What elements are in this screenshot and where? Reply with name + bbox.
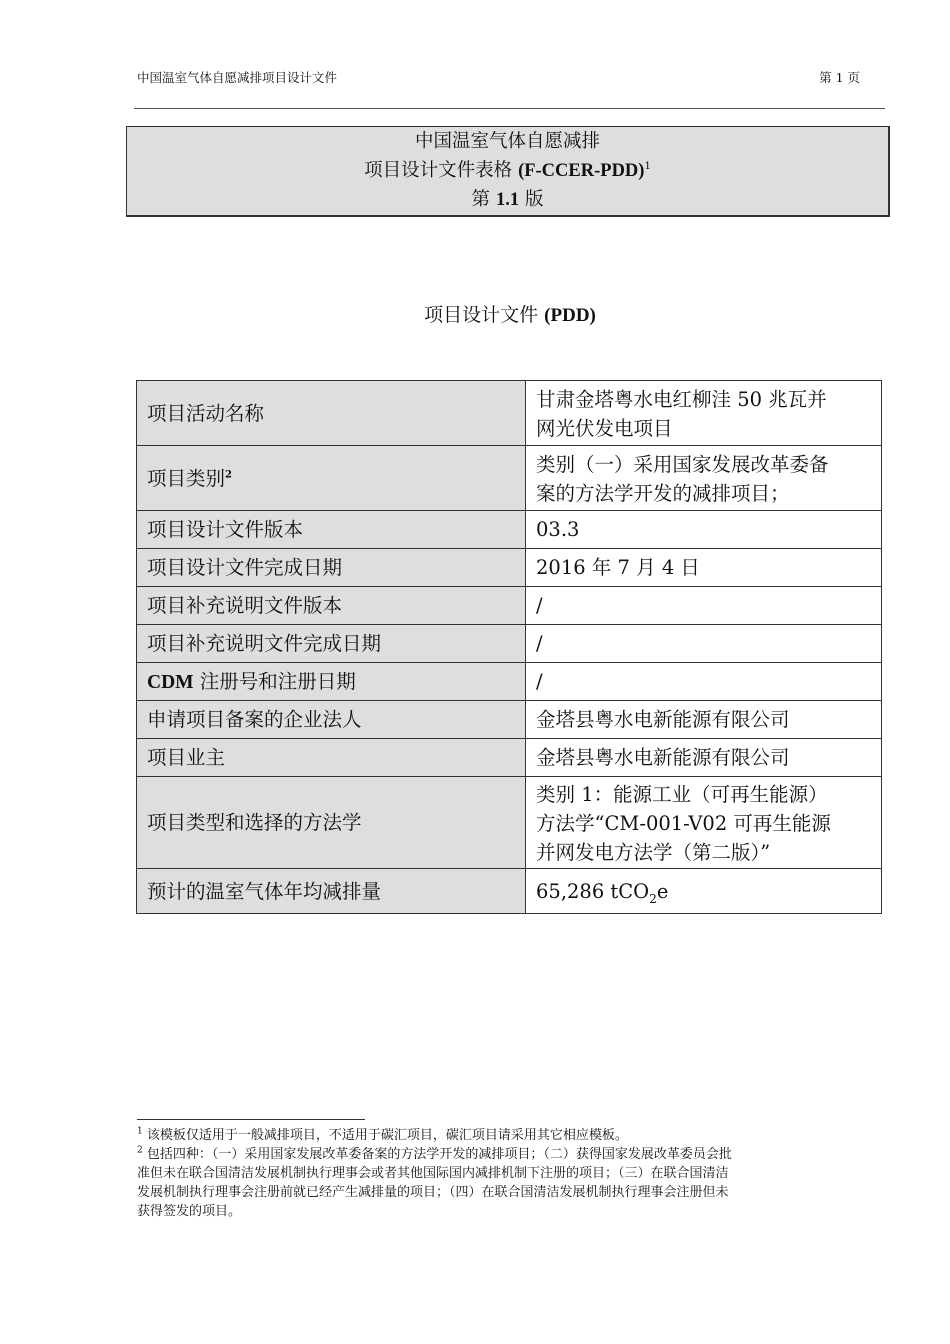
form-title-line-1: 中国温室气体自愿减排	[414, 131, 600, 152]
footnote-ref-1: 1	[644, 160, 651, 172]
table-row	[137, 511, 882, 549]
form-code: (F-CCER-PDD)	[518, 161, 645, 181]
row-value: 65,286 tCO$_2$e	[526, 869, 882, 914]
row-value: /	[526, 587, 882, 625]
footnote-2-continued: 发展机制执行理事会注册前就已经产生减排量的项目；（四）在联合国清洁发展机制执行理事会注册但未	[137, 1185, 729, 1200]
row-value: 类别（一）采用国家发展改革委备 案的方法学开发的减排项目；	[526, 446, 882, 511]
row-value: 类别 1：能源工业（可再生能源） 方法学“CM-001-V02 可再生能源 并网发电方法学（第二版）”	[526, 777, 882, 869]
footnote-1: $^1$ 该模板仅适用于一般减排项目，不适用于碳汇项目，碳汇项目请采用其它相应模板。	[137, 1126, 628, 1143]
row-value: 03.3	[526, 511, 882, 549]
row-label: 预计的温室气体年均减排量	[137, 869, 526, 914]
footnotes	[137, 1126, 882, 1221]
footnote-2: $^2$ 包括四种：（一）采用国家发展改革委备案的方法学开发的减排项目；（二）获得国家发展改革委员会批	[137, 1145, 732, 1162]
form-title-line-2: 项目设计文件表格 (F-CCER-PDD)$^1$	[364, 160, 651, 181]
footnote-2-continued: 准但未在联合国清洁发展机制执行理事会或者其他国际国内减排机制下注册的项目；（三）在联合国清洁	[137, 1166, 729, 1181]
row-value: 2016 年 7 月 4 日	[526, 549, 882, 587]
table-row	[137, 587, 882, 625]
row-label: CDM 注册号和注册日期	[137, 663, 526, 701]
table-row	[137, 381, 882, 446]
document-heading: 项目设计文件 (PDD)	[424, 304, 596, 326]
table-row	[137, 739, 882, 777]
header-document-title: 中国温室气体自愿减排项目设计文件	[137, 70, 338, 85]
row-label: 项目设计文件完成日期	[137, 549, 526, 587]
row-label: 项目补充说明文件版本	[137, 587, 526, 625]
table-row	[137, 701, 882, 739]
header-page-number: 第 1 页	[819, 70, 860, 85]
row-label: 项目设计文件版本	[137, 511, 526, 549]
footnote-ref-2: 2	[225, 469, 232, 480]
row-value: 金塔县粤水电新能源有限公司	[526, 701, 882, 739]
project-info-table	[136, 380, 882, 914]
row-label: 项目业主	[137, 739, 526, 777]
footnote-divider	[137, 1119, 365, 1120]
table-row	[137, 625, 882, 663]
row-label: 项目类型和选择的方法学	[137, 777, 526, 869]
row-value: 金塔县粤水电新能源有限公司	[526, 739, 882, 777]
row-label: 项目活动名称	[137, 381, 526, 446]
row-value: /	[526, 663, 882, 701]
row-value: 甘肃金塔粤水电红柳洼 50 兆瓦并 网光伏发电项目	[526, 381, 882, 446]
row-label: 项目补充说明文件完成日期	[137, 625, 526, 663]
table-row	[137, 446, 882, 511]
table-row	[137, 777, 882, 869]
footnote-2-continued: 获得签发的项目。	[137, 1204, 242, 1219]
table-row	[137, 549, 882, 587]
form-version: 第 1.1 版	[471, 189, 544, 210]
table-row	[137, 869, 882, 914]
header-divider	[134, 108, 885, 109]
form-title-box	[126, 126, 890, 217]
row-label: 项目类别$^2$	[137, 446, 526, 511]
row-label: 申请项目备案的企业法人	[137, 701, 526, 739]
table-row	[137, 663, 882, 701]
row-value: /	[526, 625, 882, 663]
